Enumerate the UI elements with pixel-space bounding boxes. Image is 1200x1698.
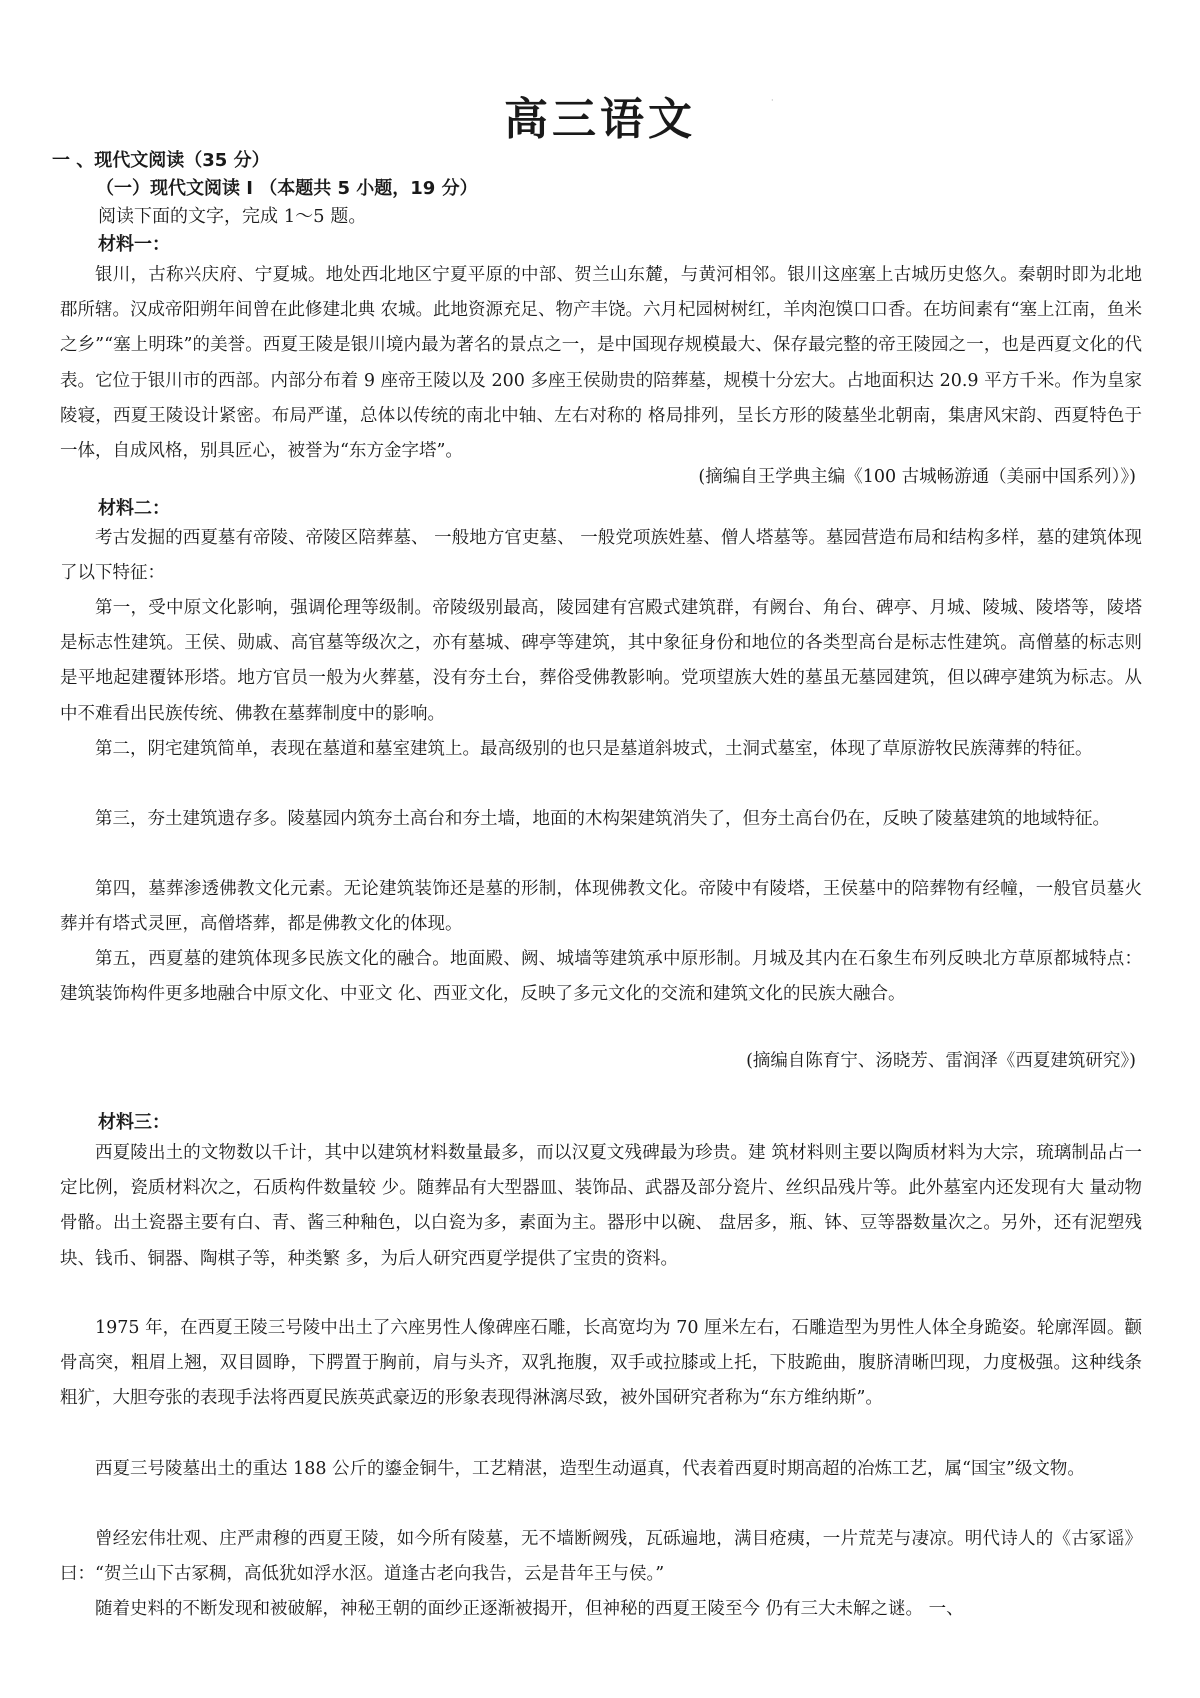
material-2-paragraph: 第一，受中原文化影响，强调伦理等级制。帝陵级别最高，陵园建有宫殿式建筑群，有阙台、角台、碑亭、月城、陵城、陵塔等，陵塔是标志性建筑。王侯、勋戚、高官墓等级次之，亦有墓城、碑亭等建筑，其中象征身份和地位的各类型高台是标志性建筑。高僧墓的标志则是平地起建覆钵形塔。地方官员一般为火葬墓，没有夯土台，葬俗受佛教影响。党项望族大姓的墓虽无墓园建筑，但以碑亭建筑为标志。从中不难看出民族传统、佛教在墓葬制度中的影响。 bbox=[60, 598, 1142, 724]
material-2-paragraph: 第三，夯土建筑遗存多。陵墓园内筑夯土高台和夯土墙，地面的木构架建筑消失了，但夯土高台仍在，反映了陵墓建筑的地域特征。 bbox=[95, 809, 1110, 829]
material-2-paragraph: 第二，阴宅建筑简单，表现在墓道和墓室建筑上。最高级别的也只是墓道斜坡式，土洞式墓室，体现了草原游牧民族薄葬的特征。 bbox=[95, 739, 1093, 759]
material-2-paragraph: 第四，墓葬渗透佛教文化元素。无论建筑装饰还是墓的形制，体现佛教文化。帝陵中有陵塔，王侯墓中的陪葬物有经幢，一般官员墓火葬并有塔式灵匣，高僧塔葬，都是佛教文化的体现。 bbox=[60, 879, 1142, 935]
instruction: 阅读下面的文字，完成 1～5 题。 bbox=[98, 206, 367, 227]
page-title: 高三语文 bbox=[504, 94, 696, 145]
material-2-source: (摘编自陈育宁、汤晓芳、雷润泽《西夏建筑研究》) bbox=[746, 1051, 1136, 1071]
material-1-source: (摘编自王学典主编《100 古城畅游通（美丽中国系列）》) bbox=[698, 467, 1136, 487]
subsection-heading: （一）现代文阅读 I （本题共 5 小题，19 分） bbox=[96, 178, 478, 199]
material-3-paragraph: 随着史料的不断发现和被破解，神秘王朝的面纱正逐渐被揭开，但神秘的西夏王陵至今 仍有三大未解之谜。 一、 bbox=[95, 1599, 964, 1619]
material-2-paragraph: 考古发掘的西夏墓有帝陵、帝陵区陪葬墓、 一般地方官吏墓、 一般党项族姓墓、僧人塔墓等。墓园营造布局和结构多样，墓的建筑体现了以下特征： bbox=[60, 528, 1142, 584]
material-2-paragraph: 第五，西夏墓的建筑体现多民族文化的融合。地面殿、阙、城墙等建筑承中原形制。月城及其内在石象生布列反映北方草原都城特点：建筑装饰构件更多地融合中原文化、中亚文 化、西亚文化，反映了多元文化的交流和建筑文化的民族大融合。 bbox=[60, 949, 1142, 1005]
material-1-label: 材料一： bbox=[98, 234, 170, 255]
material-3-paragraph: 1975 年，在西夏王陵三号陵中出土了六座男性人像碑座石雕，长高宽均为 70 厘米左右，石雕造型为男性人体全身跪姿。轮廓浑圆。颧骨高突，粗眉上翘，双目圆睁，下腭置于胸前，肩与头齐，双乳拖腹，双手或拉膝或上托，下肢跪曲，腹脐清晰凹现，力度极强。这种线条粗犷，大胆夸张的表现手法将西夏民族英武豪迈的形象表现得淋漓尽致，被外国研究者称为“东方维纳斯”。 bbox=[60, 1318, 1142, 1409]
material-3-paragraph: 西夏陵出土的文物数以千计，其中以建筑材料数量最多，而以汉夏文残碑最为珍贵。建 筑材料则主要以陶质材料为大宗，琉璃制品占一定比例，瓷质材料次之，石质构件数量较 少。随葬品有大型器皿、装饰品、武器及部分瓷片、丝织品残片等。此外墓室内还发现有大 量动物骨骼。出土瓷器主要有白、青、酱三种釉色，以白瓷为多，素面为主。器形中以碗、 盘居多，瓶、钵、豆等器数量次之。另外，还有泥塑残块、钱币、铜器、陶棋子等，种类繁 多，为后人研究西夏学提供了宝贵的资料。 bbox=[60, 1143, 1142, 1269]
material-2-label: 材料二： bbox=[98, 498, 170, 519]
section-heading: 一 、现代文阅读（35 分） bbox=[52, 150, 270, 171]
material-1-paragraph: 银川，古称兴庆府、宁夏城。地处西北地区宁夏平原的中部、贺兰山东麓，与黄河相邻。银川这座塞上古城历史悠久。秦朝时即为北地郡所辖。汉成帝阳朔年间曾在此修建北典 农城。此地资源充足、物产丰饶。六月杞园树树红，羊肉泡馍口口香。在坊间素有“塞上江南，鱼米之乡”“塞上明珠”的美誉。西夏王陵是银川境内最为著名的景点之一，是中国现存规模最大、保存最完整的帝王陵园之一，也是西夏文化的代表。它位于银川市的西部。内部分布着 9 座帝王陵以及 200 多座王侯勋贵的陪葬墓，规模十分宏大。占地面积达 20.9 平方千米。作为皇家陵寝，西夏王陵设计紧密。布局严谨，总体以传统的南北中轴、左右对称的 格局排列，呈长方形的陵墓坐北朝南，集唐风宋韵、西夏特色于一体，自成风格，别具匠心，被誉为“东方金字塔”。 bbox=[60, 265, 1143, 462]
scan-speck: · bbox=[771, 96, 774, 105]
material-3-paragraph: 西夏三号陵墓出土的重达 188 公斤的鎏金铜牛，工艺精湛，造型生动逼真，代表着西夏时期高超的冶炼工艺，属“国宝”级文物。 bbox=[95, 1459, 1085, 1479]
material-3-label: 材料三： bbox=[98, 1112, 170, 1133]
material-3-paragraph: 曾经宏伟壮观、庄严肃穆的西夏王陵，如今所有陵墓，无不墙断阙残，瓦砾遍地，满目疮痍，一片荒芜与凄凉。明代诗人的《古冢谣》曰：“贺兰山下古冢稠，高低犹如浮水沤。道逢古老向我告，云是昔年王与侯。” bbox=[60, 1529, 1142, 1585]
